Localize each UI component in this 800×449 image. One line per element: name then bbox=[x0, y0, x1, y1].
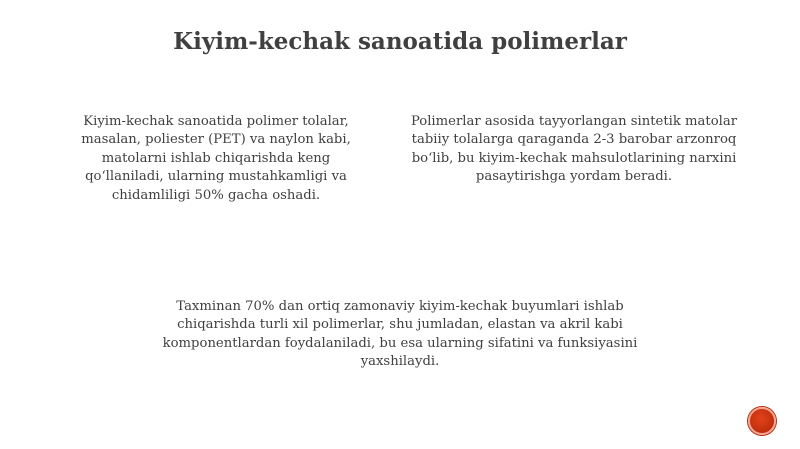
slide-title: Kiyim-kechak sanoatida polimerlar bbox=[173, 28, 627, 55]
round-nav-icon[interactable] bbox=[748, 407, 776, 435]
right-text-block: Polimerlar asosida tayyorlangan sintetik matolar tabiiy tolalarga qaraganda 2-3 barobar arzonroq bo‘lib, bu kiyim-kechak mahsulotlarining narxini pasaytirishga yordam beradi. bbox=[410, 114, 738, 185]
bottom-text-block: Taxminan 70% dan ortiq zamonaviy kiyim-kechak buyumlari ishlab chiqarishda turli xil polimerlar, shu jumladan, elastan va akril kabi komponentlardan foydalaniladi, bu esa ularning sifatini va funksiyasini yaxshilaydi. bbox=[162, 299, 638, 370]
left-text-block: Kiyim-kechak sanoatida polimer tolalar, masalan, poliester (PET) va naylon kabi, matolarni ishlab chiqarishda keng qo‘llaniladi, ularning mustahkamligi va chidamliligi 50% gacha oshadi. bbox=[81, 114, 351, 203]
